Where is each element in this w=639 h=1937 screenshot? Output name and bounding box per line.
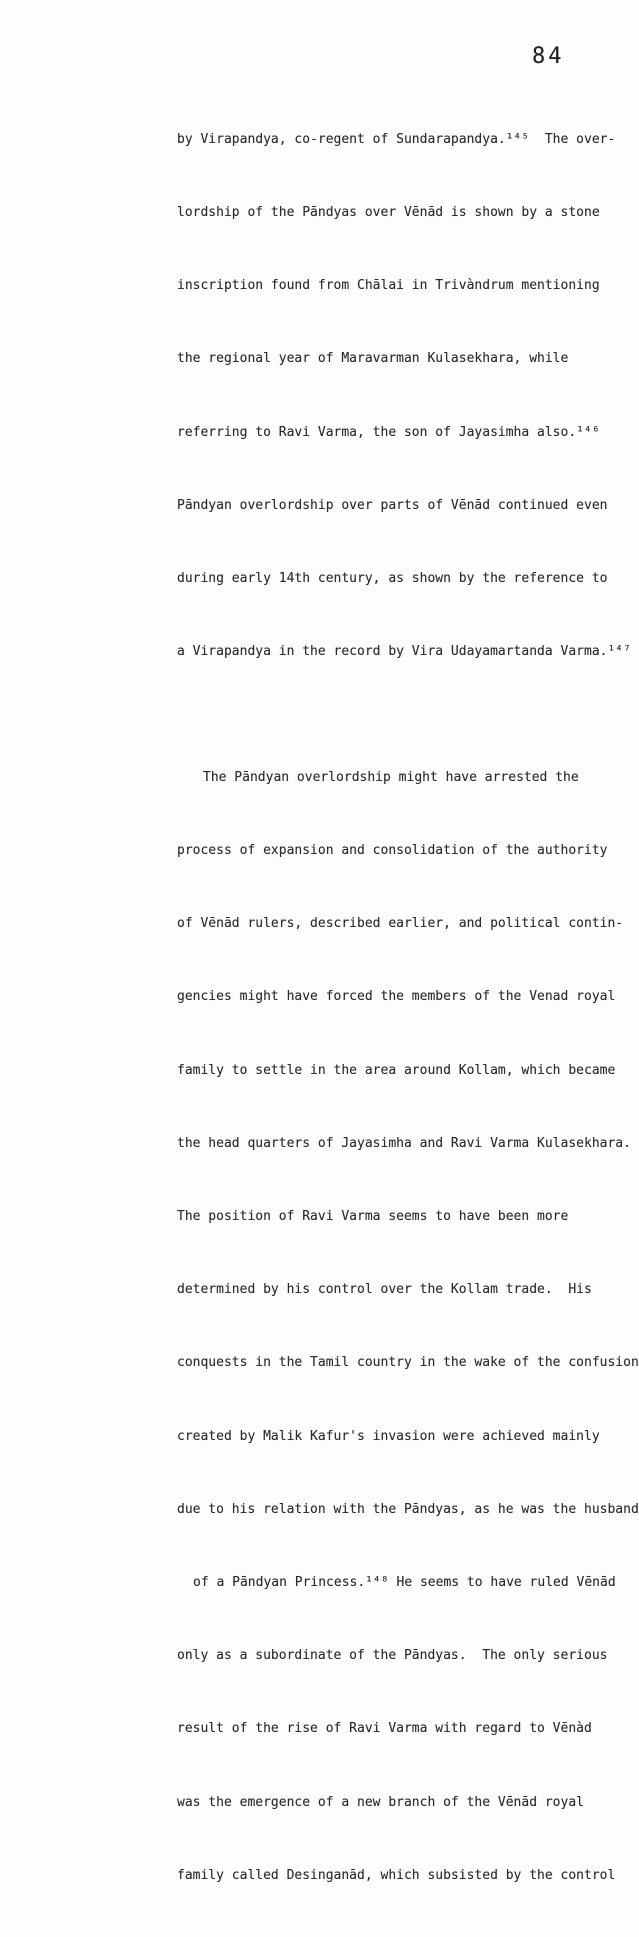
text-line: by Virapandya, co-regent of Sundarapandya.¹⁴⁵ The over- [177,131,616,147]
text-line: of Vēnād rulers, described earlier, and political contin- [177,916,624,932]
text-line: family called Desinganād, which subsisted by the control [177,1867,616,1883]
text-line: gencies might have forced the members of the Venad royal [177,989,616,1005]
text-line: a Virapandya in the record by Vira Udayamartanda Varma.¹⁴⁷ [177,644,631,660]
text-line: Pāndyan overlordship over parts of Vēnād continued even [177,497,608,513]
text-line: created by Malik Kafur's invasion were achieved mainly [177,1428,600,1444]
text-line: process of expansion and consolidation of the authority [177,843,608,859]
text-line: conquests in the Tamil country in the wake of the confusion [177,1355,639,1371]
text-line: referring to Ravi Varma, the son of Jayasimha also.¹⁴⁶ [177,424,600,440]
text-line: inscription found from Chālai in Trivàndrum mentioning [177,278,600,294]
text-line: result of the rise of Ravi Varma with regard to Vēnàd [177,1721,592,1737]
text-line: of a Pāndyan Princess.¹⁴⁸ He seems to have ruled Vēnād [193,1575,616,1591]
text-line: the head quarters of Jayasimha and Ravi Varma Kulasekhara. [177,1135,631,1151]
text-line: due to his relation with the Pāndyas, as he was the husband [177,1501,639,1517]
text-line: only as a subordinate of the Pāndyas. The only serious [177,1648,608,1664]
text-line: was the emergence of a new branch of the Vēnād royal [177,1794,584,1810]
text-line: family to settle in the area around Kollam, which became [177,1062,616,1078]
body-text-block [177,79,638,1937]
text-line-paragraph-start: The Pāndyan overlordship might have arrested the [203,769,579,785]
text-line: determined by his control over the Kollam trade. His [177,1282,592,1298]
text-line: the regional year of Maravarman Kulasekhara, while [177,351,569,367]
text-line: during early 14th century, as shown by the reference to [177,571,608,587]
text-line: lordship of the Pāndyas over Vēnād is shown by a stone [177,205,600,221]
text-line: The position of Ravi Varma seems to have been more [177,1209,569,1225]
page-number: 84 [532,44,565,69]
